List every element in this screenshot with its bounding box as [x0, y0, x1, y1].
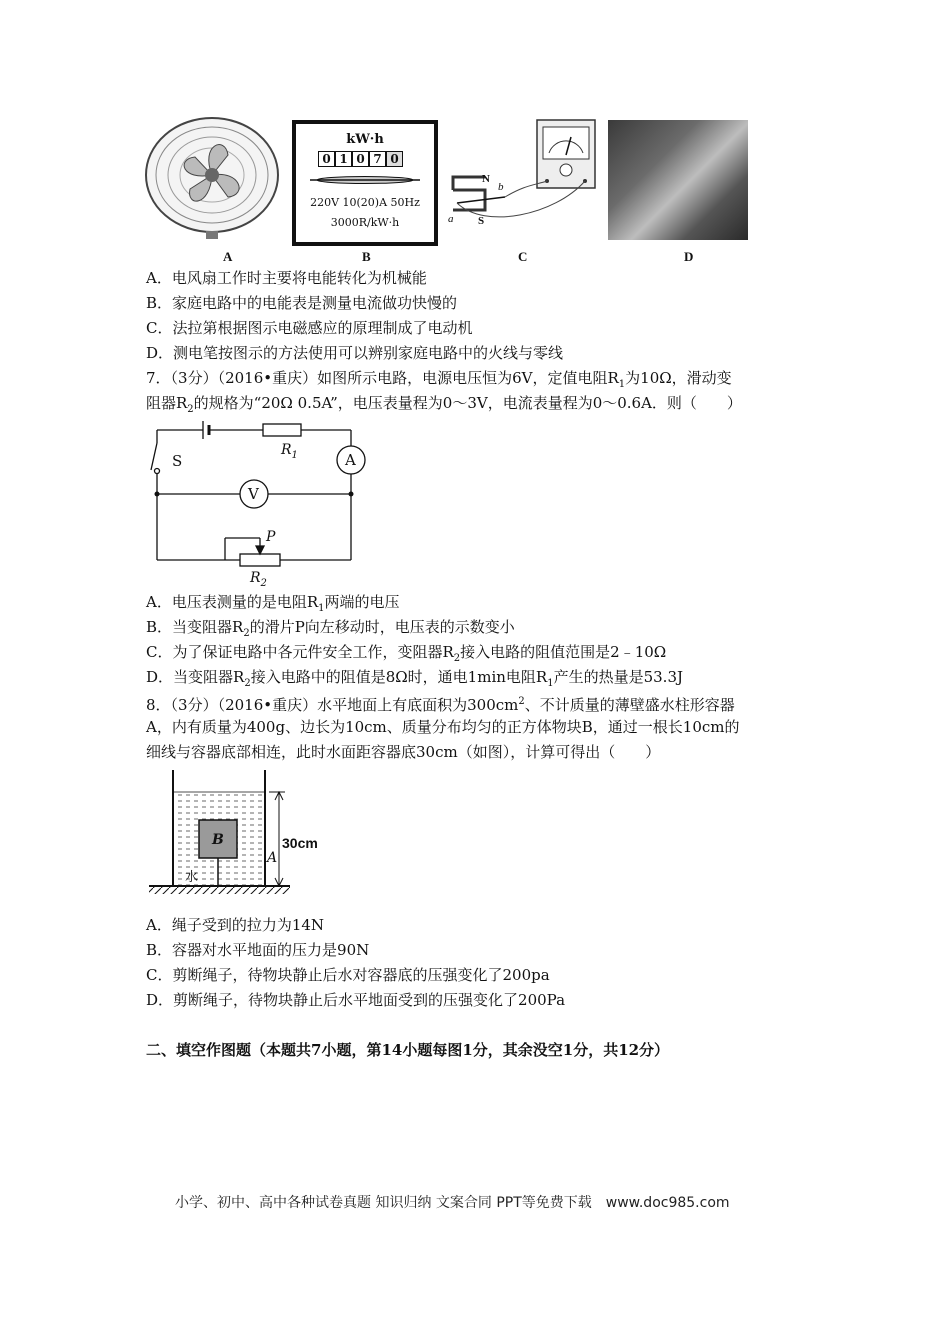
meter-digit: 0 — [352, 151, 369, 167]
q8-stem-line1: 8．（3分）（2016•重庆）水平地面上有底面积为$300cm^2$、不计质量的薄壁盛水柱形容器 — [146, 696, 735, 714]
circuit-r1-label: $R_1$ — [281, 442, 298, 461]
electric-fan-image — [140, 115, 285, 245]
meter-digit: 1 — [335, 151, 352, 167]
meter-disc-icon — [310, 174, 420, 186]
q6-option-d: D．测电笔按图示的方法使用可以辨别家庭电路中的火线与零线 — [146, 344, 564, 362]
q7-stem-line1: 7．（3分）（2016•重庆）如图所示电路，电源电压恒为6V，定值电阻$R_1$为10Ω，滑动变 — [146, 369, 732, 390]
q8-container-label: A — [267, 850, 278, 866]
q8-height-label: 30cm — [282, 835, 318, 851]
figure-label-d: D — [684, 249, 694, 264]
meter-digit: 0 — [386, 151, 403, 167]
meter-digit: 0 — [318, 151, 335, 167]
q6-figure-row — [140, 115, 760, 270]
q7-option-a: A．电压表测量的是电阻$R_1$两端的电压 — [146, 593, 400, 614]
q8-option-b: B．容器对水平地面的压力是90N — [146, 941, 370, 959]
figure-label-a: A — [223, 249, 233, 264]
magnet-s-label: S — [478, 215, 485, 227]
q6-option-c: C．法拉第根据图示电磁感应的原理制成了电动机 — [146, 319, 473, 337]
q8-block-label: B — [212, 832, 224, 848]
meter-spec-line2: 3000R/kW·h — [330, 216, 400, 229]
q8-container-figure — [145, 768, 345, 898]
figure-label-c: C — [518, 249, 528, 264]
meter-digits — [318, 151, 403, 167]
q7-option-b: B．当变阻器$R_2$的滑片P向左移动时，电压表的示数变小 — [146, 618, 515, 639]
circuit-switch-label: S — [172, 452, 183, 470]
q6-option-b: B．家庭电路中的电能表是测量电流做功快慢的 — [146, 294, 458, 312]
q8-water-label: 水 — [185, 870, 199, 885]
section-2-title: 二、填空作图题（本题共7小题，第14小题每图1分，其余没空1分，共12分） — [146, 1041, 670, 1059]
q7-stem-line2: 阻器$R_2$的规格为“20Ω 0.5A”，电压表量程为0～3V，电流表量程为0～0.6A．则（ ） — [146, 394, 742, 415]
electromagnetic-induction-image — [445, 115, 600, 245]
magnet-n-label: N — [482, 173, 490, 185]
circuit-voltmeter-label: V — [248, 485, 259, 503]
page-footer: 小学、初中、高中各种试卷真题 知识归纳 文案合同 PPT等免费下载 www.doc985.com — [175, 1195, 730, 1211]
q8-option-a: A．绳子受到的拉力为14N — [146, 916, 325, 934]
q7-circuit-diagram — [145, 418, 375, 588]
q8-option-d: D．剪断绳子，待物块静止后水平地面受到的压强变化了200Pa — [146, 991, 566, 1009]
circuit-ammeter-label: A — [345, 451, 356, 469]
q7-option-c: C．为了保证电路中各元件安全工作，变阻器$R_2$接入电路的阻值范围是2﹣10Ω — [146, 643, 667, 664]
q8-stem-line2: A，内有质量为400g、边长为10cm、质量分布均匀的正方体物块B，通过一根长10cm的 — [146, 718, 740, 736]
figure-label-b: B — [362, 249, 371, 264]
meter-digit: 7 — [369, 151, 386, 167]
circuit-r2-label: $R_2$ — [250, 570, 267, 589]
q8-stem-line3: 细线与容器底部相连，此时水面距容器底30cm（如图），计算可得出（ ） — [146, 743, 661, 761]
q7-option-d: D．当变阻器$R_2$接入电路中的阻值是8Ω时，通电1min电阻$R_1$产生的热量是53.3J — [146, 668, 684, 689]
circuit-slider-p-label: P — [266, 529, 276, 545]
magnet-a-label: a — [448, 213, 454, 225]
energy-meter-image — [292, 120, 438, 246]
magnet-b-label: b — [498, 181, 504, 193]
q6-option-a: A．电风扇工作时主要将电能转化为机械能 — [146, 269, 427, 287]
meter-spec-line1: 220V 10(20)A 50Hz — [310, 196, 420, 209]
q8-option-c: C．剪断绳子，待物块静止后水对容器底的压强变化了200pa — [146, 966, 550, 984]
meter-unit: kW·h — [346, 132, 384, 147]
test-pen-photo — [608, 120, 748, 240]
